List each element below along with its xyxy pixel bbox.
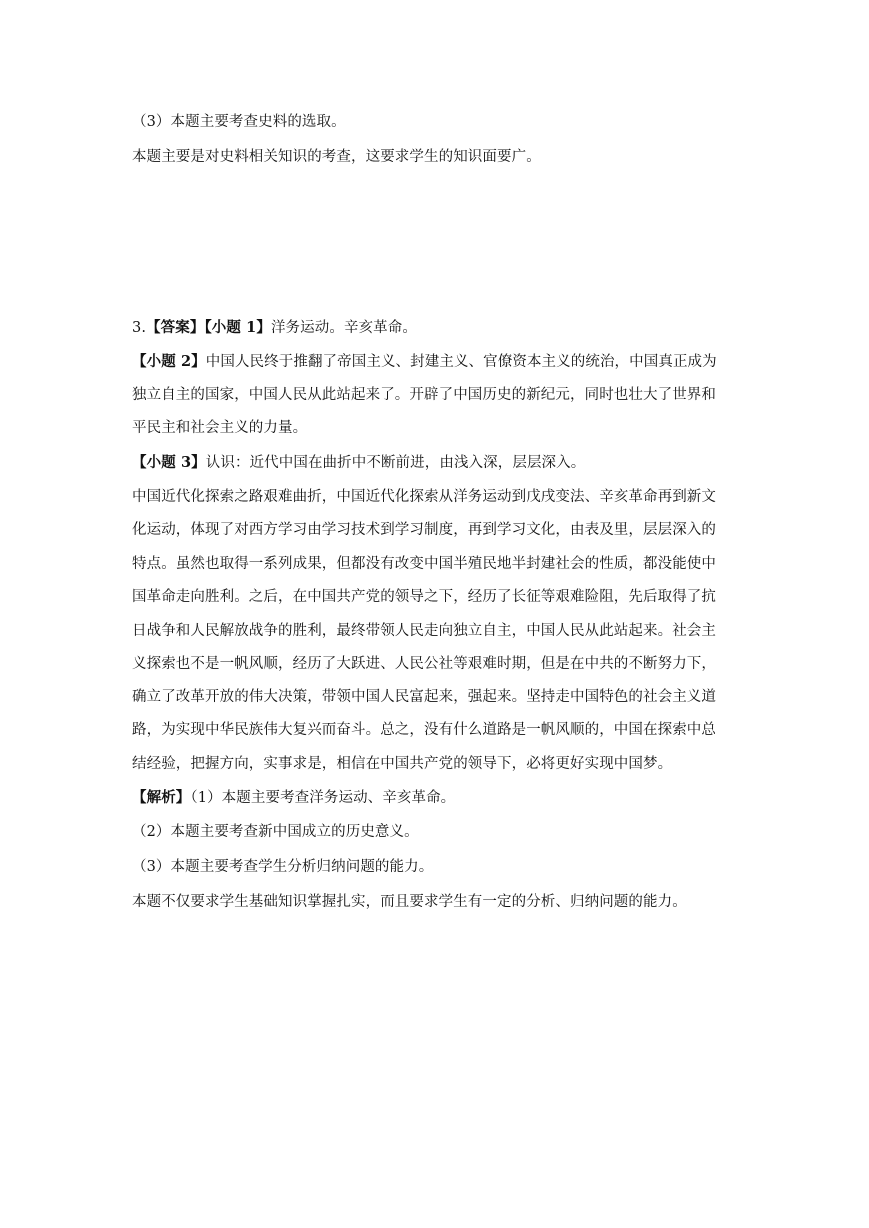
- analysis-item-2: （2）本题主要考查新中国成立的历史意义。: [132, 824, 419, 840]
- sub3-tag: 【小题 3】: [132, 454, 206, 471]
- sub2-line-2: 独立自主的国家，中国人民从此站起来了。开辟了中国历史的新纪元，同时也壮大了世界和: [132, 387, 716, 403]
- essay-line: 义探索也不是一帆风顺，经历了大跃进、人民公社等艰难时期，但是在中共的不断努力下，: [132, 656, 716, 672]
- sub2-tag: 【小题 2】: [132, 353, 206, 370]
- sub3-text: 认识：近代中国在曲折中不断前进，由浅入深，层层深入。: [205, 455, 586, 471]
- prev-analysis-item-3: （3）本题主要考查史料的选取。: [132, 114, 346, 130]
- sub2-line-3: 平民主和社会主义的力量。: [132, 420, 308, 436]
- prev-analysis-summary: 本题主要是对史料相关知识的考查，这要求学生的知识面要广。: [132, 149, 541, 165]
- essay-line: 中国近代化探索之路艰难曲折，中国近代化探索从洋务运动到戊戌变法、辛亥革命再到新文: [132, 489, 716, 505]
- answer-tag: 【答案】: [146, 319, 205, 336]
- analysis-item-3: （3）本题主要考查学生分析归纳问题的能力。: [132, 859, 434, 875]
- essay-line: 化运动，体现了对西方学习由学习技术到学习制度，再到学习文化，由表及里，层层深入的: [132, 522, 716, 538]
- essay-line: 结经验，把握方向，实事求是，相信在中国共产党的领导下，必将更好实现中国梦。: [132, 756, 673, 772]
- analysis-summary: 本题不仅要求学生基础知识掌握扎实，而且要求学生有一定的分析、归纳问题的能力。: [132, 894, 687, 910]
- sub3-line: [132, 453, 742, 473]
- sub2-text-1: 中国人民终于推翻了帝国主义、封建主义、官僚资本主义的统治，中国真正成为: [205, 354, 717, 370]
- q3-answer-line: [132, 318, 742, 338]
- sub1-text: 洋务运动。辛亥革命。: [270, 320, 417, 336]
- sub1-tag: 【小题 1】: [204, 319, 271, 336]
- analysis-item-1: （1）本题主要考查洋务运动、辛亥革命。: [190, 790, 456, 806]
- analysis-tag: 【解析】: [132, 789, 191, 806]
- essay-line: 确立了改革开放的伟大决策，带领中国人民富起来，强起来。坚持走中国特色的社会主义道: [132, 689, 716, 705]
- essay-line: 特点。虽然也取得一系列成果，但都没有改变中国半殖民地半封建社会的性质，都没能使中: [132, 556, 716, 572]
- analysis-line-1: [132, 788, 742, 808]
- essay-line: 日战争和人民解放战争的胜利，最终带领人民走向独立自主，中国人民从此站起来。社会主: [132, 623, 716, 639]
- q3-number: 3.: [132, 320, 147, 336]
- essay-line: 国革命走向胜利。之后，在中国共产党的领导之下，经历了长征等艰难险阻，先后取得了抗: [132, 589, 716, 605]
- essay-line: 路，为实现中华民族伟大复兴而奋斗。总之，没有什么道路是一帆风顺的，中国在探索中总: [132, 722, 716, 738]
- sub2-line-1: [132, 352, 742, 372]
